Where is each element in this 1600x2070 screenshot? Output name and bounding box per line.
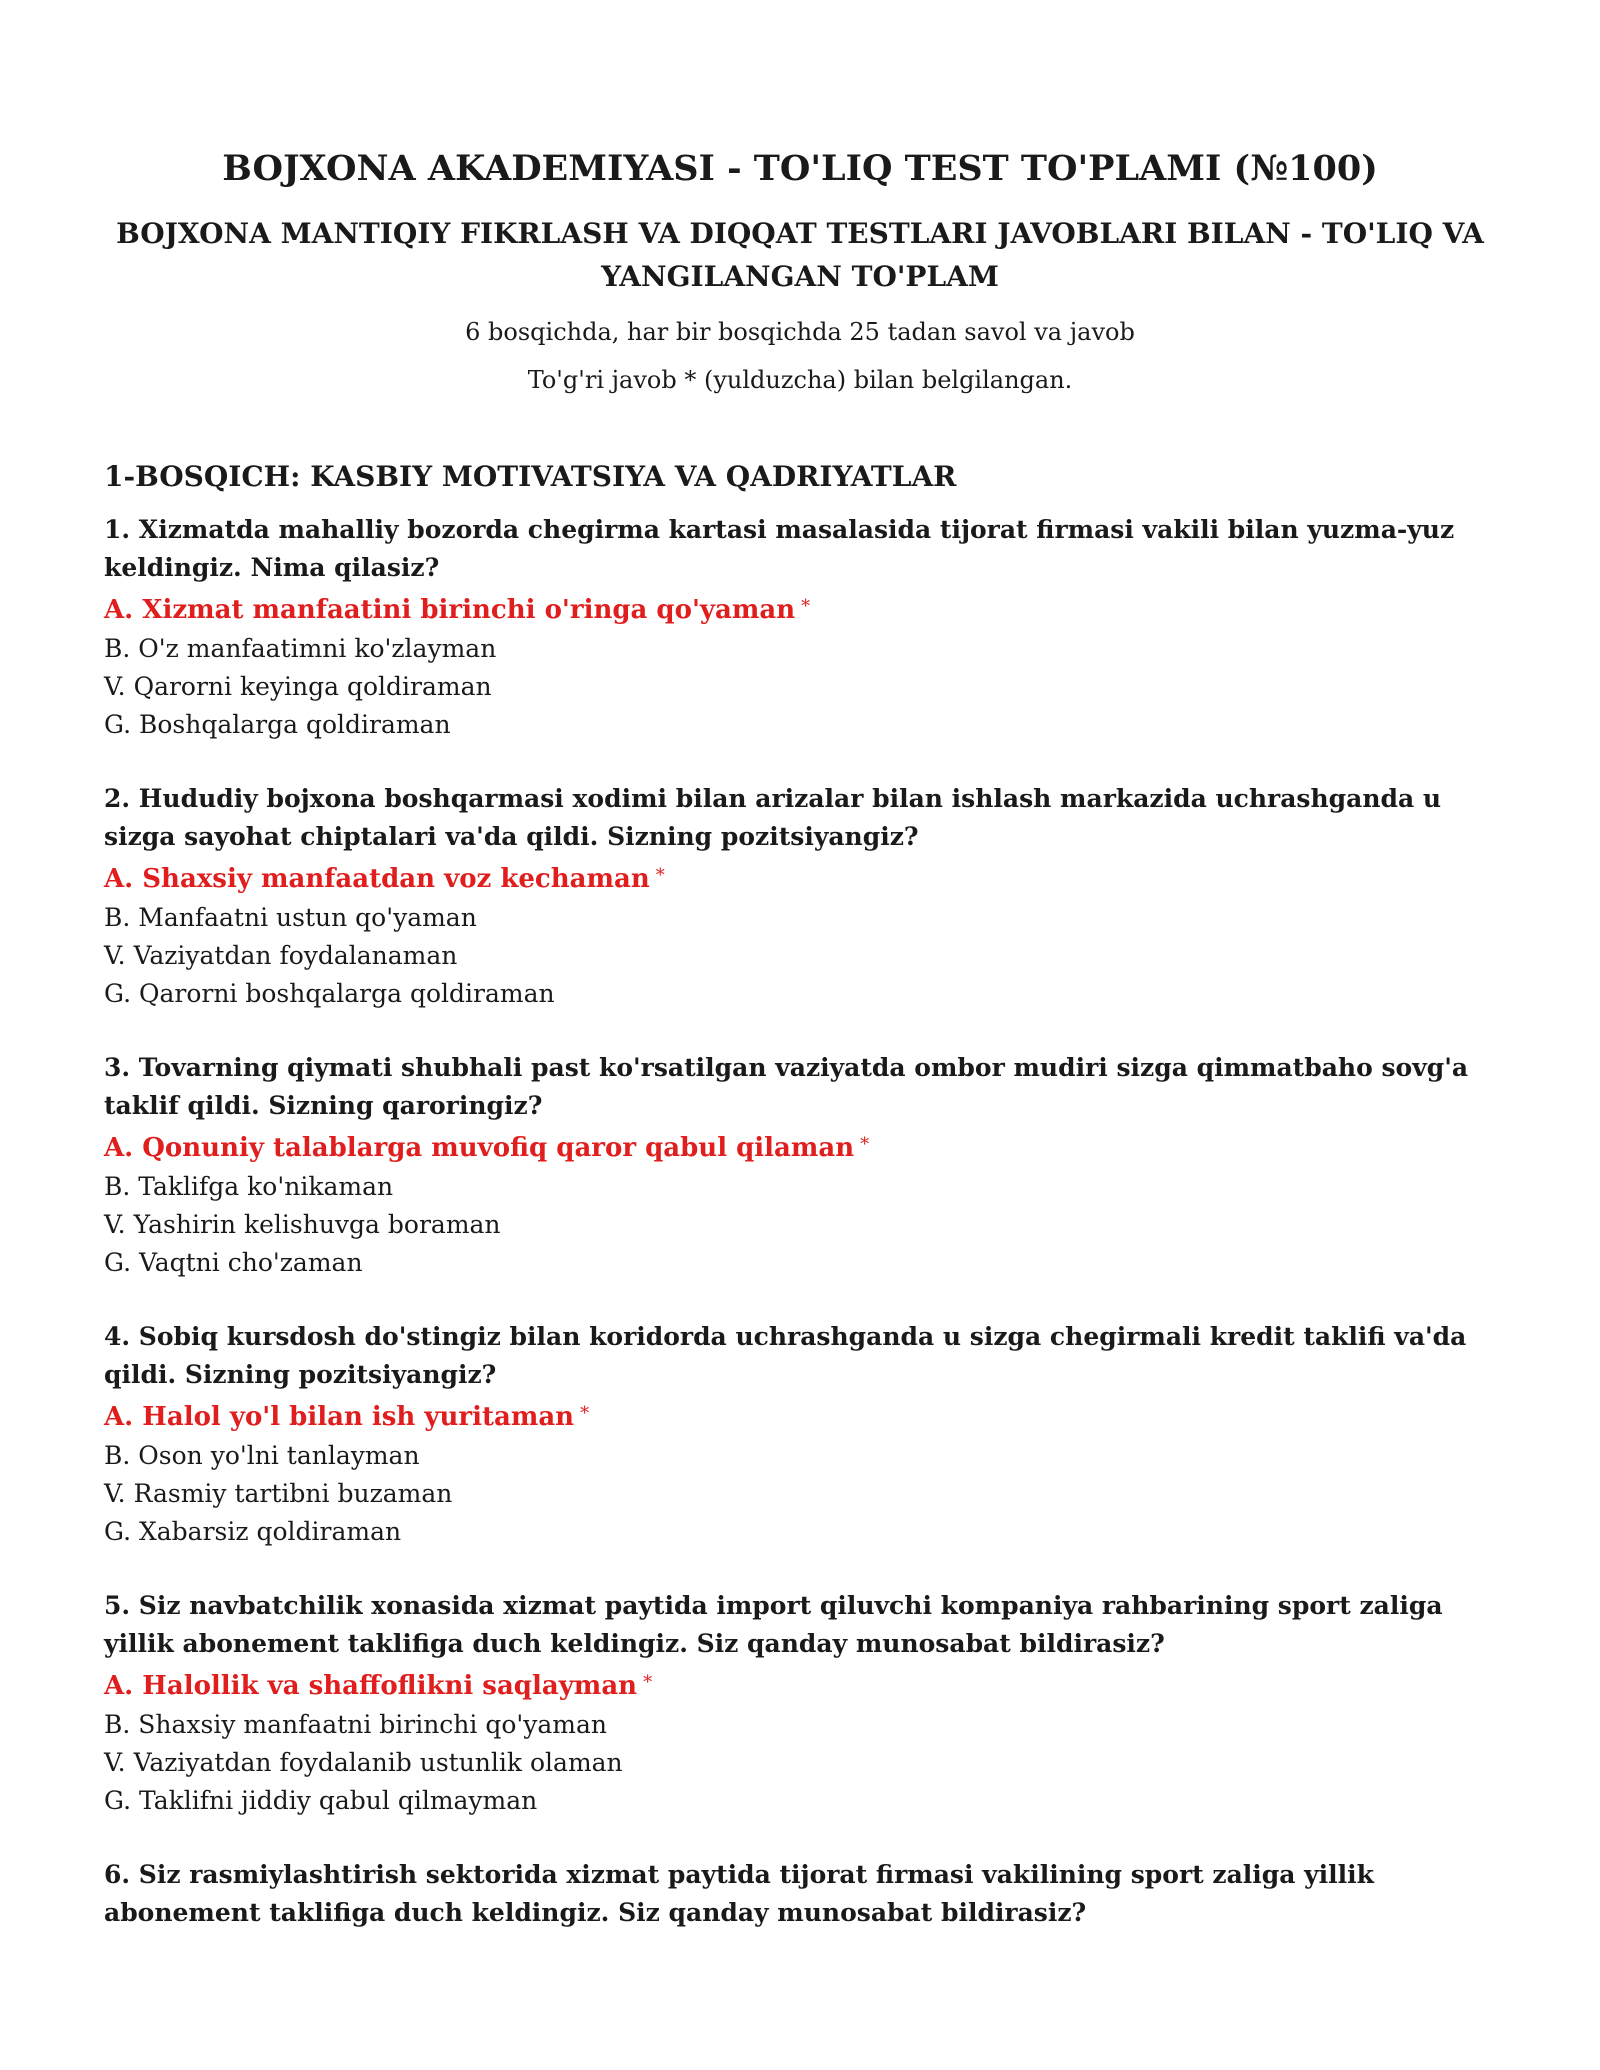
document-subtitle: BOJXONA MANTIQIY FIKRLASH VA DIQQAT TESTLARI JAVOBLARI BILAN - TO'LIQ VA YANGILANGAN TO'PLAM [116, 217, 1484, 293]
correct-answer-option [104, 856, 1496, 899]
question-1 [104, 511, 1496, 744]
intro-line-legend: To'g'ri javob * (yulduzcha) bilan belgilangan. [527, 366, 1073, 394]
answer-option: B. Shaxsiy manfaatni birinchi qo'yaman [104, 1710, 608, 1739]
question-text: 2. Hududiy bojxona boshqarmasi xodimi bilan arizalar bilan ishlash markazida uchrashganda u sizga sayohat chiptalari va'da qildi. Sizning pozitsiyangiz? [104, 784, 1442, 851]
question-text: 6. Siz rasmiylashtirish sektorida xizmat paytida tijorat firmasi vakilining sport zaliga yillik abonement taklifiga duch keldingiz. Siz qanday munosabat bildirasiz? [104, 1860, 1374, 1927]
answer-options [104, 587, 1496, 744]
answer-option: V. Vaziyatdan foydalanaman [104, 941, 458, 970]
question-text: 4. Sobiq kursdosh do'stingiz bilan koridorda uchrashganda u sizga chegirmali kredit taklifi va'da qildi. Sizning pozitsiyangiz? [104, 1322, 1467, 1389]
question-3 [104, 1049, 1496, 1282]
answer-option: B. O'z manfaatimni ko'zlayman [104, 634, 497, 663]
question-4 [104, 1318, 1496, 1551]
intro-line-stages: 6 bosqichda, har bir bosqichda 25 tadan savol va javob [465, 318, 1135, 346]
correct-answer-mark: * [655, 865, 665, 886]
option-label: A. Halol yo'l bilan ish yuritaman [104, 1402, 575, 1432]
answer-option: V. Vaziyatdan foydalanib ustunlik olaman [104, 1748, 623, 1777]
correct-answer-option [104, 587, 1496, 630]
option-label: A. Xizmat manfaatini birinchi o'ringa qo'yaman [104, 595, 796, 625]
answer-option: G. Qarorni boshqalarga qoldiraman [104, 979, 555, 1008]
option-label: A. Halollik va shaffoflikni saqlayman [104, 1671, 638, 1701]
answer-option: V. Qarorni keyinga qoldiraman [104, 672, 492, 701]
answer-option: G. Taklifni jiddiy qabul qilmayman [104, 1786, 538, 1815]
answer-option: V. Yashirin kelishuvga boraman [104, 1210, 501, 1239]
correct-answer-mark: * [860, 1134, 870, 1155]
answer-options [104, 856, 1496, 1013]
option-label: A. Shaxsiy manfaatdan voz kechaman [104, 864, 650, 894]
answer-option: B. Taklifga ko'nikaman [104, 1172, 394, 1201]
answer-option: B. Manfaatni ustun qo'yaman [104, 903, 477, 932]
correct-answer-option [104, 1663, 1496, 1706]
answer-option: G. Xabarsiz qoldiraman [104, 1517, 402, 1546]
answer-option: B. Oson yo'lni tanlayman [104, 1441, 420, 1470]
answer-option: V. Rasmiy tartibni buzaman [104, 1479, 453, 1508]
answer-options [104, 1125, 1496, 1282]
option-label: A. Qonuniy talablarga muvofiq qaror qabul qilaman [104, 1133, 855, 1163]
correct-answer-mark: * [580, 1403, 590, 1424]
correct-answer-option [104, 1125, 1496, 1168]
question-text: 3. Tovarning qiymati shubhali past ko'rsatilgan vaziyatda ombor mudiri sizga qimmatbaho sovg'a taklif qildi. Sizning qaroringiz? [104, 1053, 1469, 1120]
stage-heading: 1-BOSQICH: KASBIY MOTIVATSIYA VA QADRIYATLAR [104, 460, 957, 493]
document-title: BOJXONA AKADEMIYASI - TO'LIQ TEST TO'PLAMI (№100) [222, 148, 1378, 189]
question-2 [104, 780, 1496, 1013]
answer-option: G. Boshqalarga qoldiraman [104, 710, 451, 739]
correct-answer-mark: * [801, 596, 811, 617]
correct-answer-option [104, 1394, 1496, 1437]
answer-options [104, 1394, 1496, 1551]
correct-answer-mark: * [643, 1672, 653, 1693]
answer-option: G. Vaqtni cho'zaman [104, 1248, 363, 1277]
question-5 [104, 1587, 1496, 1820]
question-6 [104, 1856, 1496, 1932]
document-intro [104, 308, 1496, 404]
question-text: 1. Xizmatda mahalliy bozorda chegirma kartasi masalasida tijorat firmasi vakili bilan yuzma-yuz keldingiz. Nima qilasiz? [104, 515, 1455, 582]
question-text: 5. Siz navbatchilik xonasida xizmat paytida import qiluvchi kompaniya rahbarining sport zaliga yillik abonement taklifiga duch keldingiz. Siz qanday munosabat bildirasiz? [104, 1591, 1443, 1658]
answer-options [104, 1663, 1496, 1820]
